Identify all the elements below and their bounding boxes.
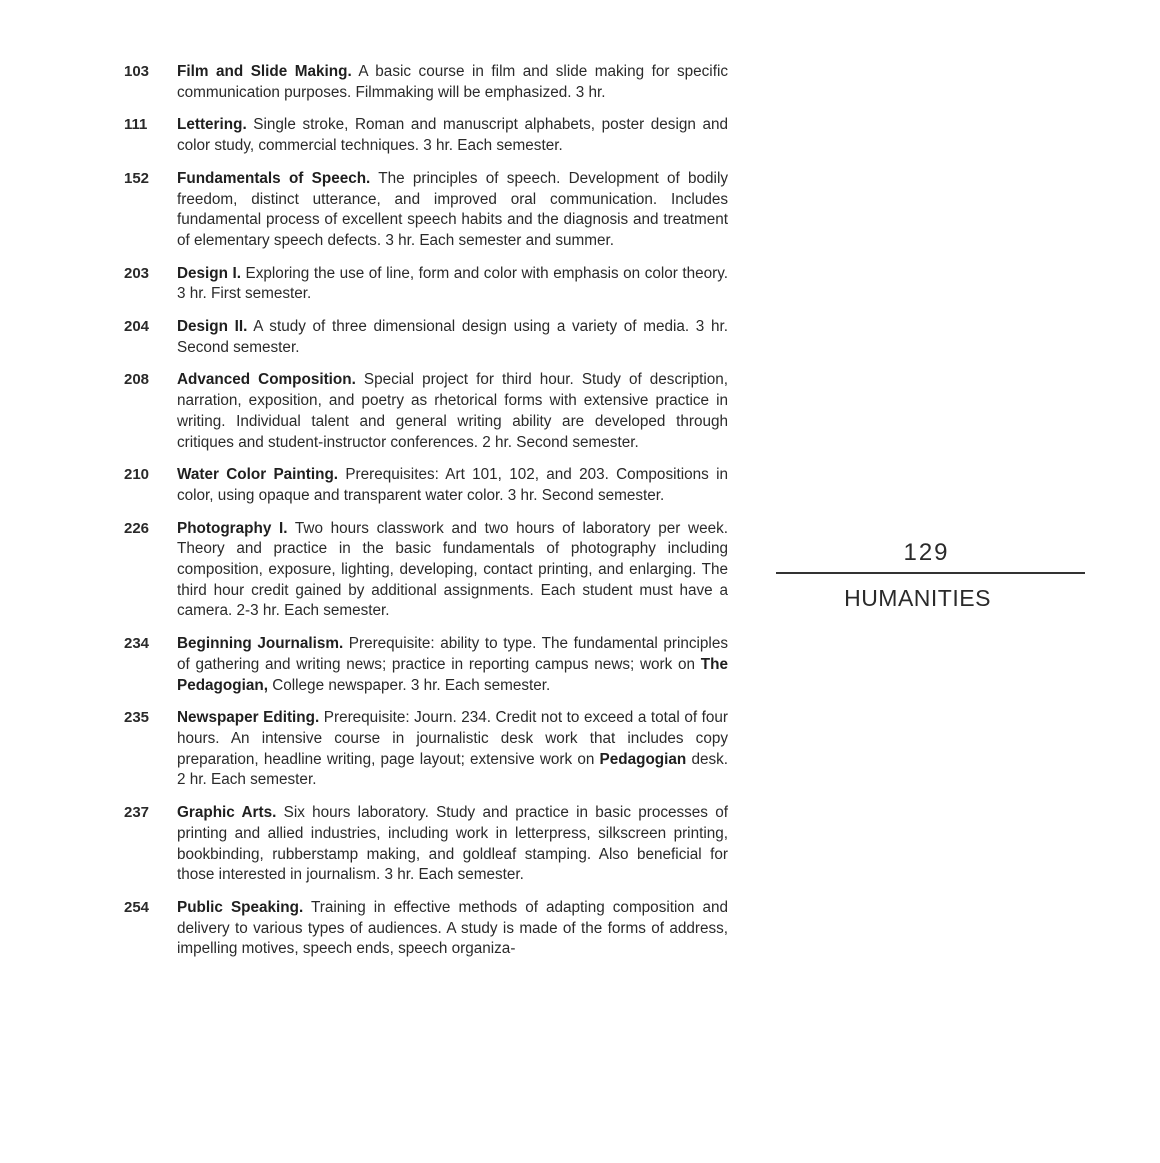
course-description: Single stroke, Roman and manuscript alphabets, poster design and color study, commercial techniques. 3 hr. Each semester. xyxy=(177,116,728,155)
course-title: Film and Slide Making. xyxy=(177,63,352,80)
newspaper-name: Pedagogian xyxy=(599,750,687,768)
course-number: 111 xyxy=(124,116,148,134)
course-number: 226 xyxy=(124,519,150,537)
course-number: 203 xyxy=(124,264,150,282)
course-description: Training in effective methods of adapting composition and delivery to various types of audiences. A study is made of the forms of address, impelling motives, speech ends, speech organiza- xyxy=(177,898,728,958)
course-number: 234 xyxy=(124,635,150,653)
course-description: A study of three dimensional design using a variety of media. 3 hr. Second semester. xyxy=(177,318,728,356)
course-entry xyxy=(124,264,728,305)
course-entry xyxy=(124,370,728,453)
course-title: Fundamentals of Speech. xyxy=(177,169,371,187)
course-title: Public Speaking. xyxy=(177,898,304,916)
section-title: HUMANITIES xyxy=(844,585,991,611)
course-description: Exploring the use of line, form and color with emphasis on color theory. 3 hr. First semester. xyxy=(177,264,729,303)
page-side-header xyxy=(776,538,1085,612)
course-number: 210 xyxy=(124,466,150,484)
course-entry xyxy=(124,317,728,358)
course-title: Newspaper Editing. xyxy=(177,709,320,727)
course-description-continued: College newspaper. 3 hr. Each semester. xyxy=(267,676,551,694)
course-entry xyxy=(124,708,728,791)
course-description: Two hours classwork and two hours of laboratory per week. Theory and practice in the basic fundamentals of photography including composition, exposure, lighting, developing, contact printing, and enlarging. The third hour credit gained by additional assignments. Each student must have a camera. 2-3 hr. Each semester. xyxy=(177,519,728,620)
course-list xyxy=(124,62,728,972)
course-description: Special project for third hour. Study of description, narration, exposition, and poetry as rhetorical forms with extensive practice in writing. Individual talent and general writing ability are developed through critiques and student-instructor conferences. 2 hr. Second semester. xyxy=(177,371,729,451)
page-number: 129 xyxy=(903,539,950,566)
course-number: 237 xyxy=(124,804,150,822)
course-description: Prerequisite: ability to type. The fundamental principles of gathering and writing news; practice in reporting campus news; work on xyxy=(177,635,728,673)
course-title: Water Color Painting. xyxy=(177,466,339,484)
course-description: A basic course in film and slide making for specific communication purposes. Filmmaking will be emphasized. 3 hr. xyxy=(177,63,728,101)
course-description-continued: desk. 2 hr. Each semester. xyxy=(177,750,729,789)
course-description: Six hours laboratory. Study and practice in basic processes of printing and allied industries, including work in letterpress, silkscreen printing, bookbinding, rubberstamp making, and goldleaf stamping. Also beneficial for those interested in journalism. 3 hr. Each semester. xyxy=(177,804,728,884)
course-description: The principles of speech. Development of bodily freedom, distinct utterance, and improved oral communication. Includes fundamental process of excellent speech habits and the diagnosis and treatment of elementary speech defects. 3 hr. Each semester and summer. xyxy=(177,169,728,249)
course-title: Graphic Arts. xyxy=(177,804,277,822)
course-number: 208 xyxy=(124,371,150,389)
course-entry xyxy=(124,803,728,886)
course-number: 235 xyxy=(124,709,150,727)
course-title: Lettering. xyxy=(177,116,247,134)
course-entry xyxy=(124,519,728,623)
course-entry xyxy=(124,169,728,252)
course-number: 103 xyxy=(124,63,150,80)
course-title: Advanced Composition. xyxy=(177,371,356,389)
course-entry xyxy=(124,634,728,696)
course-title: Design I. xyxy=(177,264,242,282)
course-description: Prerequisite: Journ. 234. Credit not to exceed a total of four hours. An intensive course in journalistic desk work that includes copy preparation, headline writing, page layout; extensive work on xyxy=(177,709,728,768)
course-entry xyxy=(124,465,728,506)
course-title: Beginning Journalism. xyxy=(177,635,344,653)
course-entry xyxy=(124,115,728,156)
course-number: 204 xyxy=(124,318,150,336)
course-entry xyxy=(124,898,728,960)
course-entry xyxy=(124,62,728,103)
course-number: 254 xyxy=(124,898,150,916)
course-description: Prerequisites: Art 101, 102, and 203. Compositions in color, using opaque and transparent water color. 3 hr. Second semester. xyxy=(177,466,728,504)
course-title: Photography I. xyxy=(177,519,288,537)
header-divider xyxy=(776,572,1085,574)
course-title: Design II. xyxy=(177,318,248,336)
newspaper-name: The Pedagogian, xyxy=(177,655,728,694)
course-number: 152 xyxy=(124,169,150,187)
